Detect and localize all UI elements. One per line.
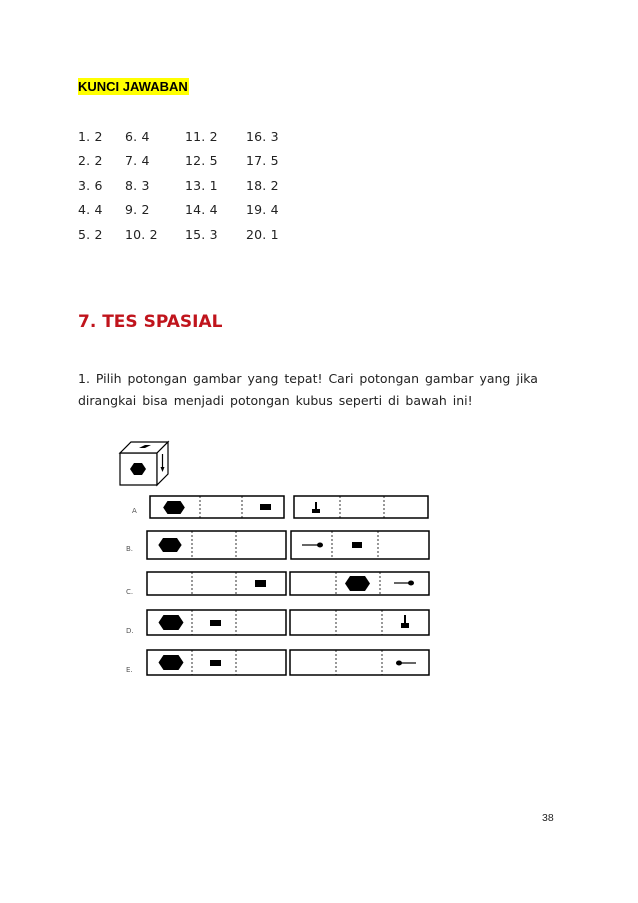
answer-cell: 2. 2 <box>78 153 103 169</box>
option-label-c: C. <box>126 588 134 596</box>
answer-cell: 14. 4 <box>185 202 218 218</box>
answer-cell: 17. 5 <box>246 153 279 169</box>
answer-row <box>78 198 306 223</box>
option-label-a: A <box>132 507 137 515</box>
answer-cell: 7. 4 <box>125 153 150 169</box>
answer-key-table <box>78 124 306 247</box>
answer-cell: 15. 3 <box>185 226 218 242</box>
answer-cell: 10. 2 <box>125 226 158 242</box>
answer-cell: 20. 1 <box>246 226 279 242</box>
option-label-b: B. <box>126 545 134 553</box>
question-line: 1. Pilih potongan gambar yang tepat! Cari potongan gambar yang jika <box>78 371 538 386</box>
option-e-net <box>147 650 429 675</box>
answer-cell: 9. 2 <box>125 202 150 218</box>
answer-cell: 12. 5 <box>185 153 218 169</box>
answer-cell: 19. 4 <box>246 202 279 218</box>
option-label-d: D. <box>126 627 134 635</box>
answer-cell: 13. 1 <box>185 177 218 193</box>
answer-cell: 18. 2 <box>246 177 279 193</box>
answer-cell: 5. 2 <box>78 226 103 242</box>
option-d-net <box>147 610 429 635</box>
page-number: 38 <box>542 812 554 824</box>
cube-icon <box>120 442 168 485</box>
answer-cell: 11. 2 <box>185 128 218 144</box>
question-line: dirangkai bisa menjadi potongan kubus seperti di bawah ini! <box>78 393 473 408</box>
answer-cell: 8. 3 <box>125 177 150 193</box>
option-label-e: E. <box>126 666 133 674</box>
answer-key-heading: KUNCI JAWABAN <box>78 79 188 94</box>
option-c-net <box>147 572 429 595</box>
answer-cell: 6. 4 <box>125 128 150 144</box>
answer-cell: 16. 3 <box>246 128 279 144</box>
answer-row <box>78 124 306 149</box>
section-title: 7. TES SPASIAL <box>78 312 223 332</box>
answer-row <box>78 149 306 174</box>
answer-cell: 1. 2 <box>78 128 103 144</box>
option-b-net <box>147 531 429 559</box>
spatial-figure-svg <box>118 432 438 682</box>
question-text <box>78 368 562 412</box>
answer-cell: 3. 6 <box>78 177 103 193</box>
answer-row <box>78 222 306 247</box>
option-a-net <box>150 496 428 518</box>
answer-cell: 4. 4 <box>78 202 103 218</box>
answer-row <box>78 173 306 198</box>
spatial-figure <box>118 432 438 686</box>
